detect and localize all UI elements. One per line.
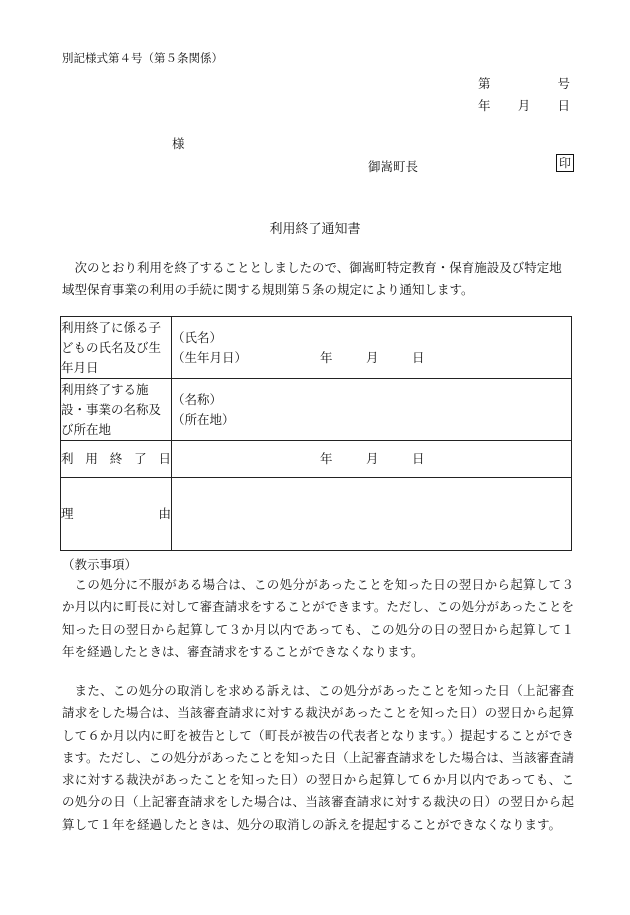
intro-paragraph: 次のとおり利用を終了することとしましたので、御嵩町特定教育・保育施設及び特定地域型保育事業の利用の手続に関する規則第５条の規定により通知します。 [62,260,562,297]
table-row-end-date [61,441,572,478]
facility-address-field: （所在地） [172,411,235,427]
label-char: 利 [61,451,74,466]
notice-heading: （教示事項） [62,557,138,572]
end-day: 日 [412,451,425,466]
end-month: 月 [366,451,379,466]
birth-month: 月 [366,349,379,365]
label-char: 用 [85,451,98,466]
child-birth-field [172,348,571,368]
birth-day: 日 [412,349,425,365]
notice-paragraph-2: また、この処分の取消しを求める訴えは、この処分があったことを知った日（上記審査請求をした場合は、当該審査請求に対する裁決があったことを知った日）の翌日から起算して６か月以内に町を被告として（町長が被告の代表者となります。）提起することができます。ただし、この処分があったことを知った日（上記審査請求をした場合は、当該審査請求に対する裁決があったことを知った日）の翌日から起算して６か月以内であっても、この処分の日（上記審査請求をした場合は、当該審査請求に対する裁決の日）の翌日から起算して１年を経過したときは、処分の取消しの訴えを提起することができなくなります。 [62,683,574,832]
addressee-suffix: 様 [172,136,185,151]
document-date [478,96,570,114]
label-char: 了 [134,451,147,466]
label-char: 終 [109,451,123,466]
date-month: 月 [517,98,531,113]
child-name-field: （氏名） [172,329,223,345]
facility-name-field: （名称） [172,391,223,407]
label-facility: 利用終了する施設・事業の名称及び所在地 [61,379,172,441]
document-number [478,74,570,92]
date-day: 日 [557,98,570,113]
notice-paragraph-1: この処分に不服がある場合は、この処分があったことを知った日の翌日から起算して３か月以内に町長に対して審査請求をすることができます。ただし、この処分があったことを知った日の翌日から起算して３か月以内であっても、この処分の日の翌日から起算して１年を経過したときは、審査請求をすることができなくなります。 [62,577,574,659]
label-end-date [61,441,172,478]
end-year: 年 [320,451,333,466]
birth-label: （生年月日） [172,349,248,365]
table-row-reason [61,478,572,551]
info-table [60,316,572,551]
value-child-name-birth [172,317,572,379]
label-char: 由 [158,506,171,521]
label-char: 理 [61,506,74,521]
table-row-child [61,317,572,379]
label-child-name-birth: 利用終了に係る子どもの氏名及び生年月日 [61,317,172,379]
doc-no-suffix: 号 [557,76,570,91]
label-char: 日 [158,451,171,466]
issuer-name: 御嵩町長 [368,159,419,174]
form-number: 別記様式第４号（第５条関係） [62,51,223,65]
birth-year: 年 [320,349,333,365]
date-year: 年 [478,98,491,113]
value-end-date [172,441,572,478]
document-title: 利用終了通知書 [269,222,361,237]
value-reason [172,478,572,551]
doc-no-prefix: 第 [478,76,491,91]
value-facility [172,379,572,441]
seal-mark: 印 [556,154,574,172]
end-date-spacer [172,449,320,469]
label-reason [61,478,172,551]
table-row-facility [61,379,572,441]
